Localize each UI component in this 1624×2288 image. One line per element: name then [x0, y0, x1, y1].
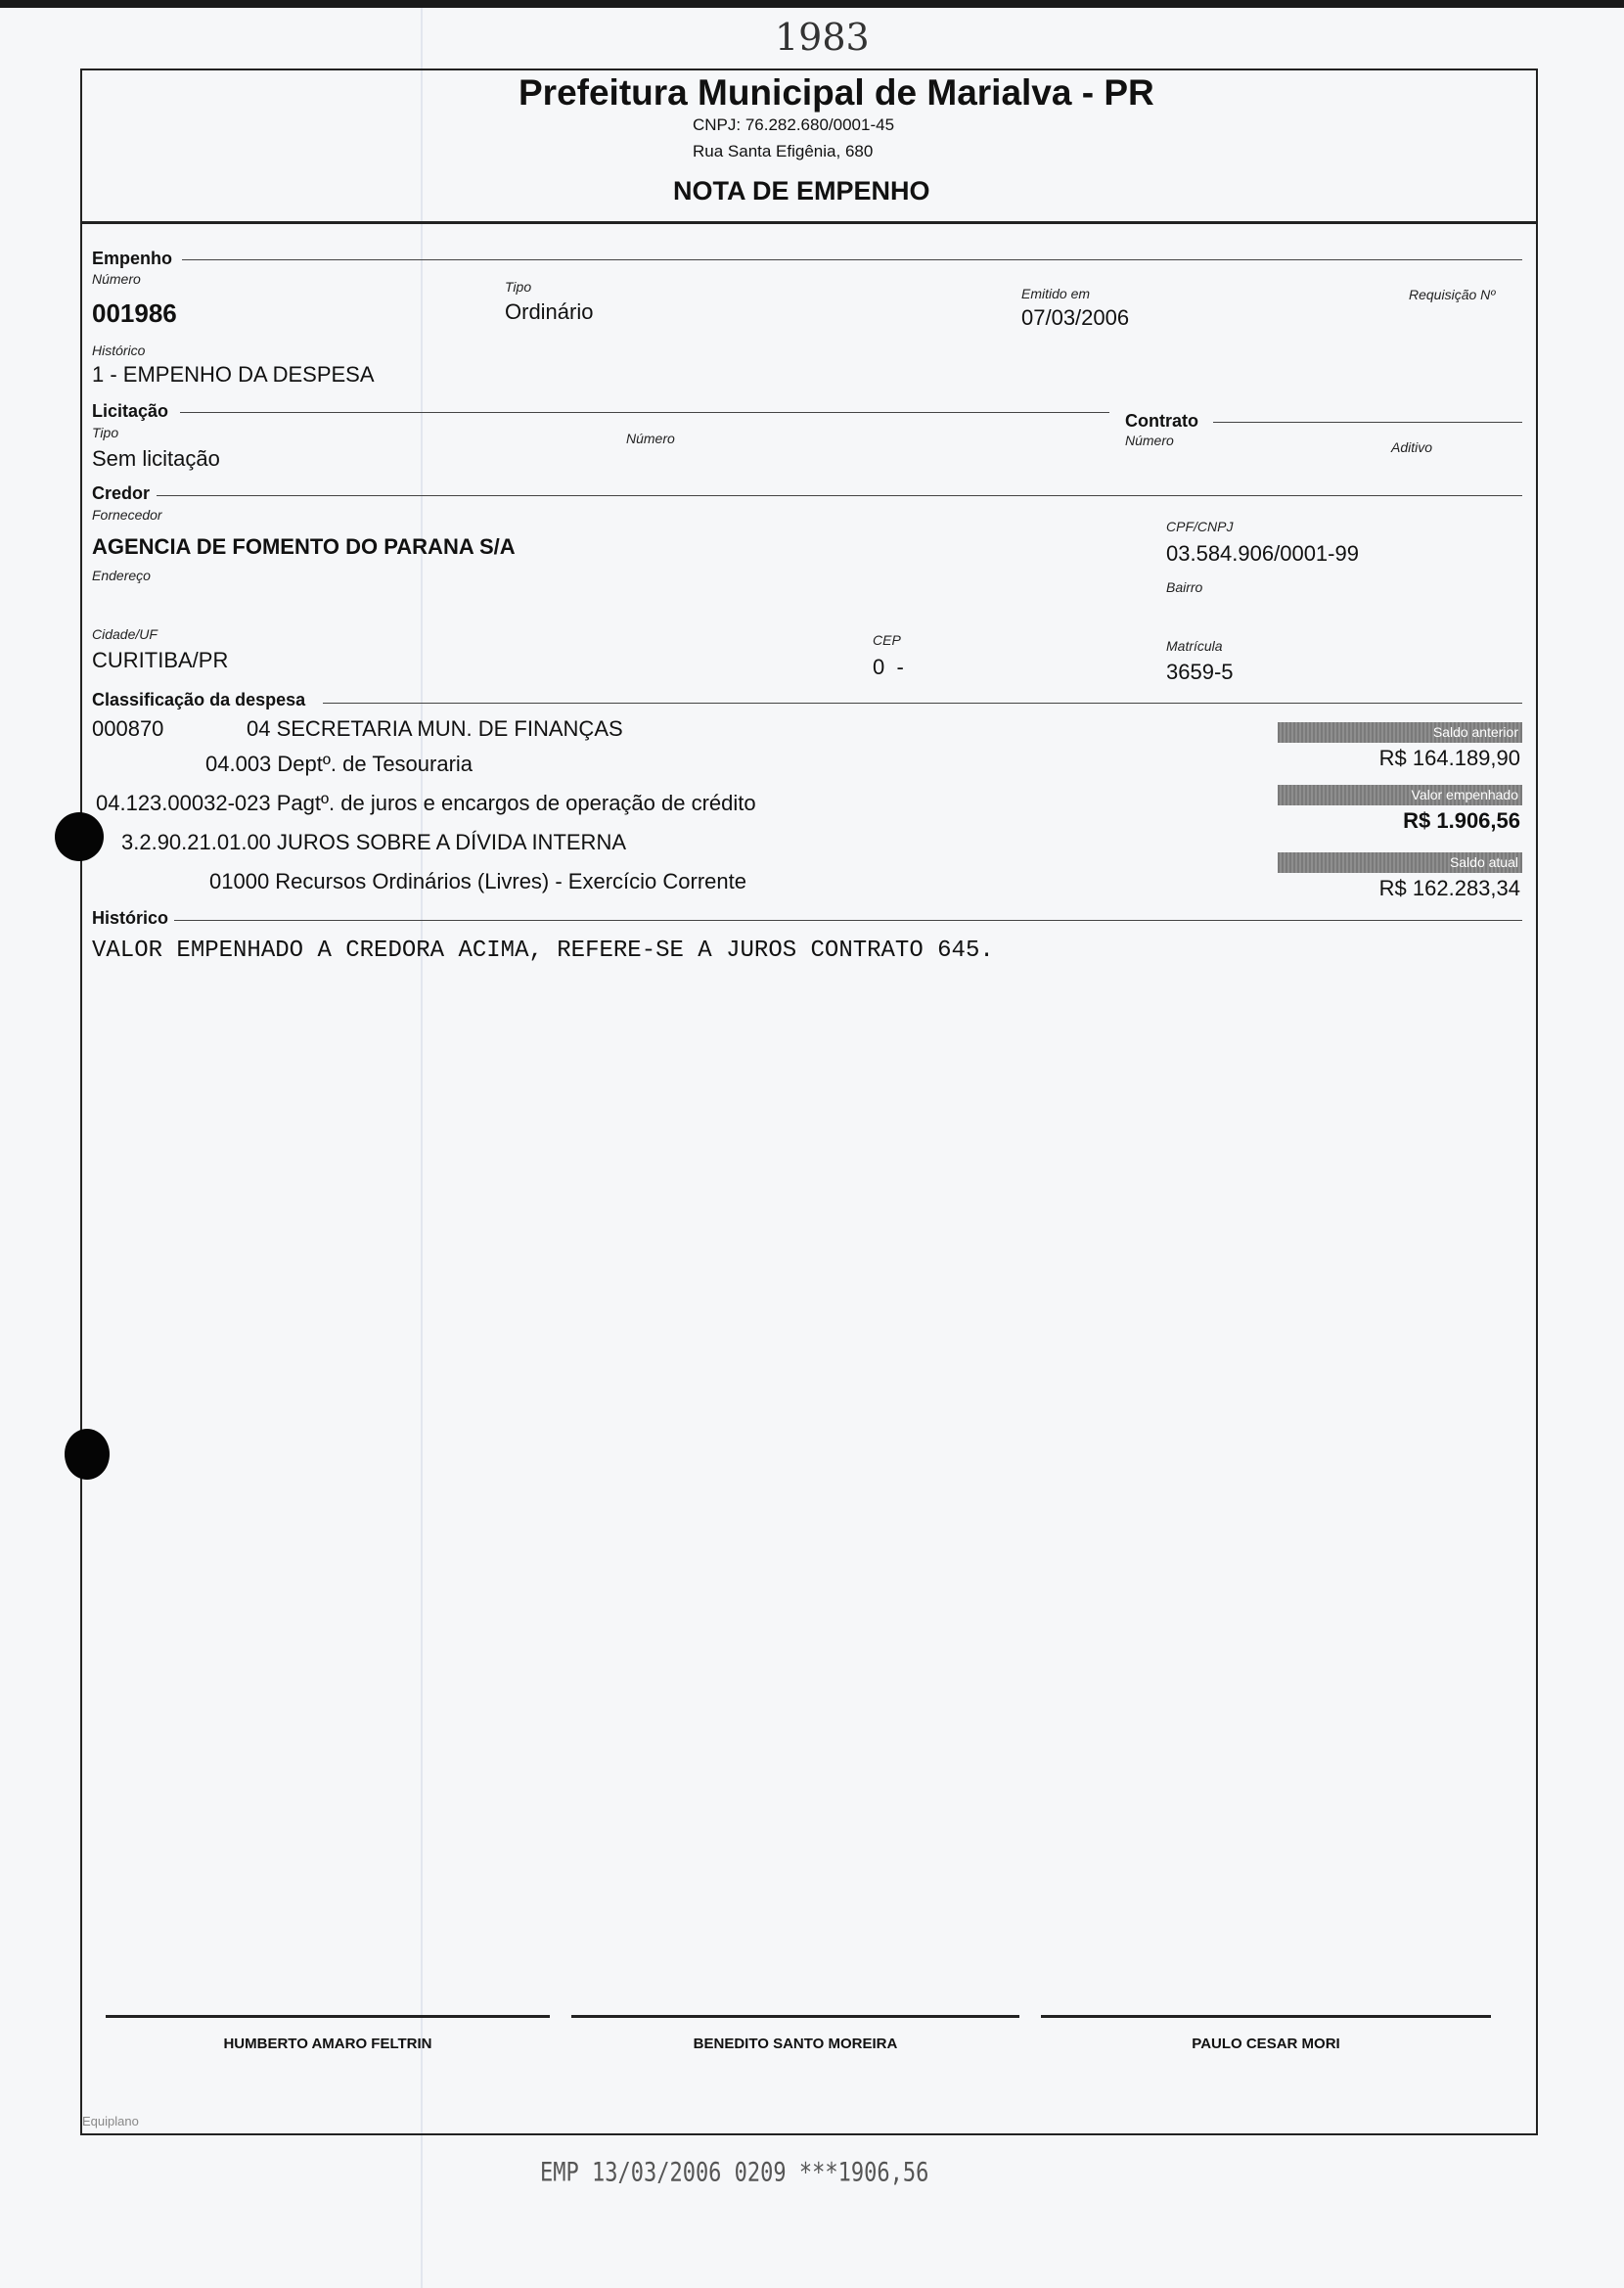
cpf-value: 03.584.906/0001-99 — [1166, 541, 1359, 566]
contrato-section-title: Contrato — [1125, 411, 1198, 431]
endereco-label: Endereço — [92, 568, 151, 583]
empenho-section-title: Empenho — [92, 249, 173, 268]
punch-hole-lower — [65, 1429, 110, 1480]
empenho-numero-label: Número — [92, 271, 141, 287]
classificacao-secretaria: 04 SECRETARIA MUN. DE FINANÇAS — [247, 716, 623, 741]
valor-empenhado-label: Valor empenhado — [1278, 785, 1522, 805]
classificacao-funcional: 04.123.00032-023 Pagtº. de juros e encargos de operação de crédito — [96, 791, 756, 815]
cep-value: 0 - — [873, 655, 904, 679]
empenho-historico: 1 - EMPENHO DA DESPESA — [92, 362, 375, 387]
historico-rule — [174, 920, 1522, 921]
handwritten-page-number: 1983 — [775, 16, 870, 59]
saldo-atual-label: Saldo atual — [1278, 852, 1522, 873]
processing-stamp: EMP 13/03/2006 0209 ***1906,56 — [540, 2158, 929, 2188]
emitido-label: Emitido em — [1021, 286, 1091, 301]
classificacao-recurso: 01000 Recursos Ordinários (Livres) - Exercício Corrente — [209, 869, 746, 893]
licitacao-numero-label: Número — [626, 431, 675, 446]
credor-section-title: Credor — [92, 483, 151, 503]
empenho-numero: 001986 — [92, 298, 177, 328]
cep-label: CEP — [873, 632, 901, 648]
address-text: Rua Santa Efigênia, 680 — [693, 142, 874, 160]
matricula-value: 3659-5 — [1166, 660, 1234, 684]
classificacao-section-title: Classificação da despesa — [92, 690, 306, 709]
scan-top-edge — [0, 0, 1624, 8]
signature-name-3: PAULO CESAR MORI — [1192, 2036, 1340, 2052]
saldo-anterior-value: R$ 164.189,90 — [1378, 746, 1520, 770]
classificacao-natureza: 3.2.90.21.01.00 JUROS SOBRE A DÍVIDA INTERNA — [121, 830, 627, 854]
licitacao-tipo: Sem licitação — [92, 446, 220, 471]
punch-hole-upper — [55, 812, 104, 861]
signature-name-1: HUMBERTO AMARO FELTRIN — [223, 2036, 432, 2052]
saldo-anterior-label: Saldo anterior — [1278, 722, 1522, 743]
cidade-value: CURITIBA/PR — [92, 648, 229, 672]
municipality-title: Prefeitura Municipal de Marialva - PR — [519, 72, 1154, 113]
signature-name-2: BENEDITO SANTO MOREIRA — [693, 2036, 898, 2052]
signature-line-2 — [571, 2015, 1019, 2018]
cnpj-text: CNPJ: 76.282.680/0001-45 — [693, 115, 895, 134]
licitacao-tipo-label: Tipo — [92, 425, 119, 440]
classificacao-code: 000870 — [92, 716, 164, 741]
bairro-label: Bairro — [1166, 579, 1203, 595]
signature-line-3 — [1041, 2015, 1491, 2018]
cpf-label: CPF/CNPJ — [1166, 519, 1234, 534]
historico-section-title: Histórico — [92, 908, 169, 928]
empenho-historico-label: Histórico — [92, 343, 146, 358]
fornecedor-name: AGENCIA DE FOMENTO DO PARANA S/A — [92, 534, 516, 559]
licitacao-rule — [180, 412, 1109, 413]
contrato-rule — [1213, 422, 1522, 423]
valor-empenhado-value: R$ 1.906,56 — [1403, 808, 1520, 833]
signature-line-1 — [106, 2015, 550, 2018]
matricula-label: Matrícula — [1166, 638, 1223, 654]
emitido-date: 07/03/2006 — [1021, 305, 1130, 330]
empenho-tipo: Ordinário — [505, 299, 594, 324]
requisicao-label: Requisição Nº — [1409, 287, 1496, 302]
credor-rule — [157, 495, 1522, 496]
empenho-rule — [182, 259, 1522, 260]
software-footer: Equiplano — [82, 2114, 139, 2128]
fornecedor-label: Fornecedor — [92, 507, 162, 523]
contrato-aditivo-label: Aditivo — [1391, 439, 1433, 455]
classificacao-departamento: 04.003 Deptº. de Tesouraria — [205, 752, 474, 776]
licitacao-section-title: Licitação — [92, 401, 169, 421]
header-separator — [80, 221, 1538, 224]
historico-text: VALOR EMPENHADO A CREDORA ACIMA, REFERE-SE A JUROS CONTRATO 645. — [92, 938, 994, 964]
contrato-numero-label: Número — [1125, 433, 1174, 448]
document-title: NOTA DE EMPENHO — [673, 176, 930, 206]
empenho-tipo-label: Tipo — [505, 279, 532, 295]
saldo-atual-value: R$ 162.283,34 — [1378, 876, 1520, 900]
classificacao-rule — [323, 703, 1522, 704]
cidade-label: Cidade/UF — [92, 626, 158, 642]
